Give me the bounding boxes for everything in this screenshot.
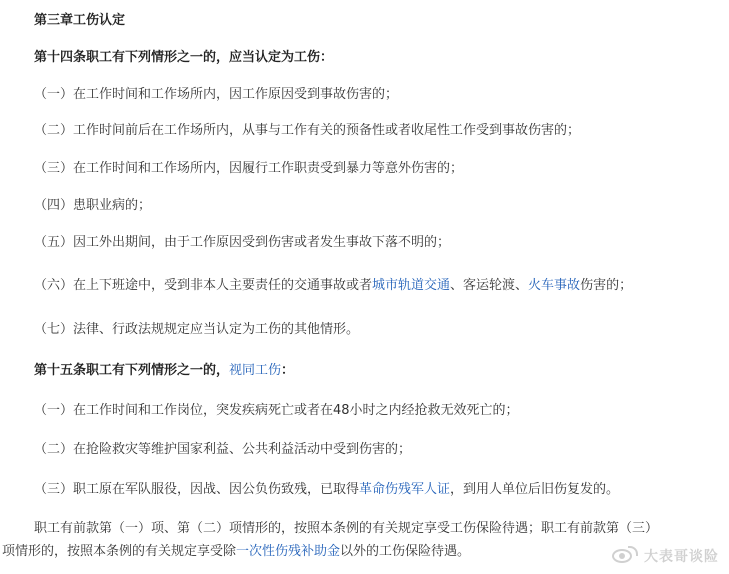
watermark: [612, 546, 719, 566]
closing-line-2-text-1: 项情形的，按照本条例的有关规定享受除: [2, 544, 237, 559]
article-14-item-6-text-1: （六）在上下班途中，受到非本人主要责任的交通事故或者: [34, 278, 373, 293]
link-deemed-work-injury[interactable]: 视同工伤: [229, 363, 282, 378]
article-15-item-3-text-2: ，到用人单位后旧伤复发的。: [450, 482, 620, 497]
article-15-item-2: （二）在抢险救灾等维护国家利益、公共利益活动中受到伤害的；: [34, 442, 412, 457]
article-14-item-5: （五）因工外出期间，由于工作原因受到伤害或者发生事故下落不明的；: [34, 235, 451, 250]
weibo-icon: [612, 546, 638, 566]
article-14-item-7: （七）法律、行政法规规定应当认定为工伤的其他情形。: [34, 322, 360, 337]
link-revolutionary-disabled-soldier-card[interactable]: 革命伤残军人证: [359, 482, 451, 497]
chapter-title: 第三章工伤认定: [34, 13, 126, 28]
link-one-time-disability-subsidy[interactable]: 一次性伤残补助金: [236, 544, 341, 559]
closing-line-2-text-2: 以外的工伤保险待遇。: [340, 544, 471, 559]
article-15-item-3: [34, 481, 619, 499]
article-14-item-2: （二）工作时间前后在工作场所内，从事与工作有关的预备性或者收尾性工作受到事故伤害的；: [34, 123, 581, 138]
article-14-item-6-text-3: 伤害的；: [580, 278, 633, 293]
article-14-item-1: （一）在工作时间和工作场所内，因工作原因受到事故伤害的；: [34, 87, 399, 102]
article-15-heading: [34, 362, 294, 380]
article-14-item-4: （四）患职业病的；: [34, 198, 152, 213]
link-train-accident[interactable]: 火车事故: [528, 278, 581, 293]
article-15-item-1: （一）在工作时间和工作岗位，突发疾病死亡或者在48小时之内经抢救无效死亡的；: [34, 403, 519, 418]
closing-paragraph-line-2: [2, 543, 470, 561]
article-15-item-3-text-1: （三）职工原在军队服役，因战、因公负伤致残，已取得: [34, 482, 360, 497]
article-14-heading: 第十四条职工有下列情形之一的，应当认定为工伤：: [34, 50, 334, 65]
article-14-item-3: （三）在工作时间和工作场所内，因履行工作职责受到暴力等意外伤害的；: [34, 161, 464, 176]
article-15-heading-text-1: 第十五条职工有下列情形之一的，: [34, 363, 230, 378]
article-14-item-6-text-2: 、客运轮渡、: [450, 278, 529, 293]
watermark-text: 大表哥谈险: [644, 549, 719, 565]
article-14-item-6: [34, 277, 632, 295]
link-urban-rail-transit[interactable]: 城市轨道交通: [372, 278, 451, 293]
article-15-heading-text-2: ：: [281, 363, 295, 378]
closing-paragraph-line-1: 职工有前款第（一）项、第（二）项情形的，按照本条例的有关规定享受工伤保险待遇；职工有前款第（三）: [34, 521, 659, 536]
